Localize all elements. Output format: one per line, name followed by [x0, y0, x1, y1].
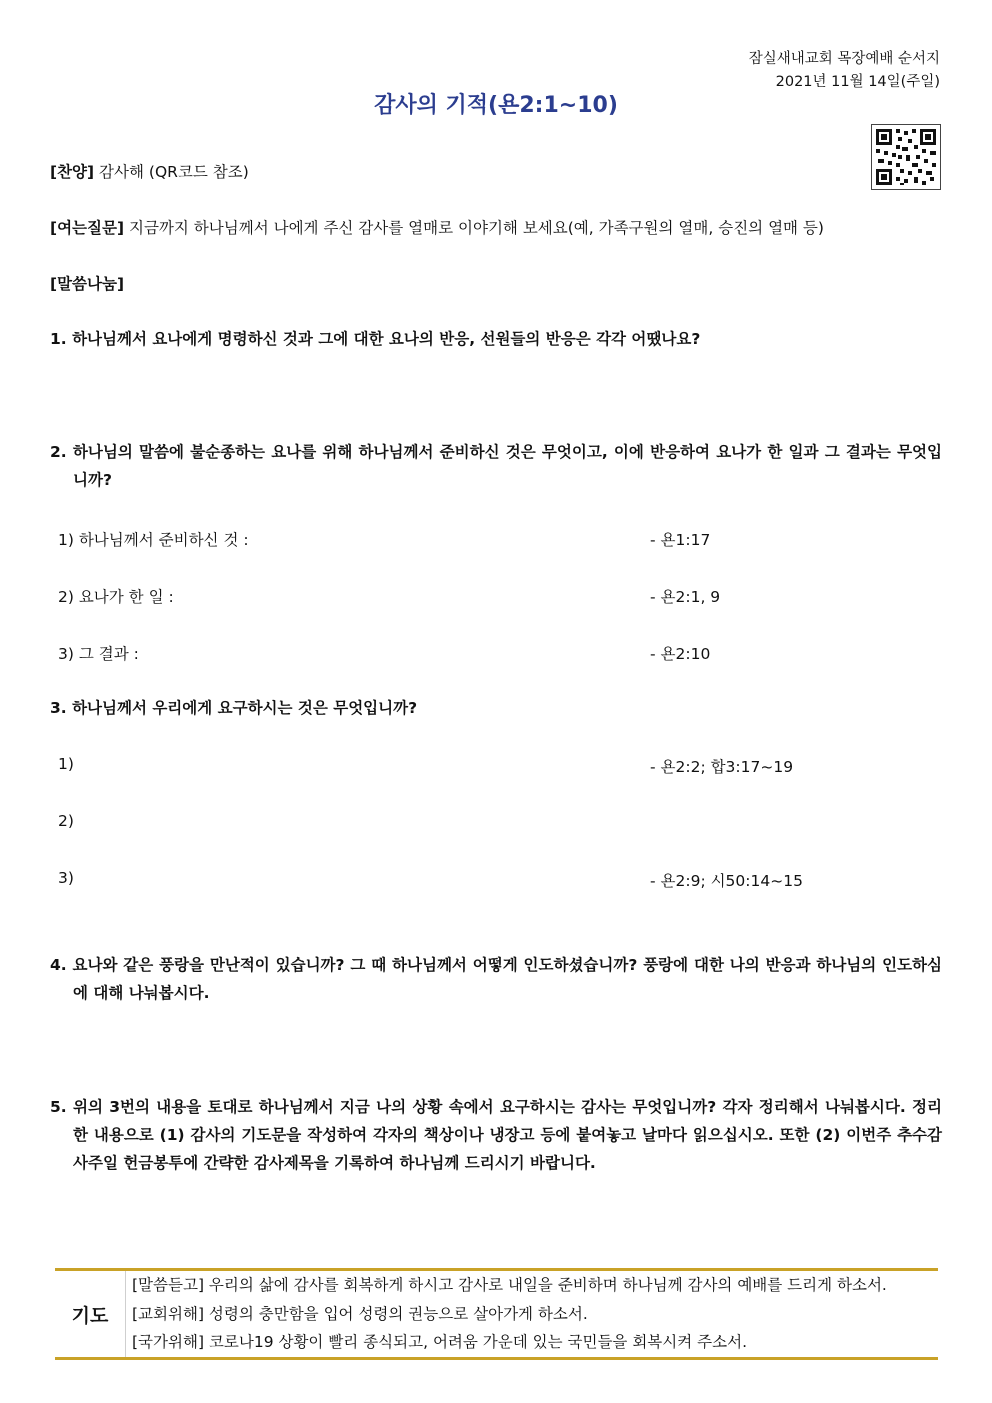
praise-text: 감사해 (QR코드 참조): [94, 163, 249, 181]
q3-item-1: 1): [58, 755, 74, 773]
q3-item-3: 3): [58, 869, 74, 887]
q2-item-1: 1) 하나님께서 준비하신 것 :: [58, 531, 249, 549]
opening-label: [여는질문]: [50, 219, 125, 237]
q2-item-1-ref: - 욘1:17: [650, 531, 711, 549]
question-1: 1. 하나님께서 요나에게 명령하신 것과 그에 대한 요나의 반응, 선원들의 반응은 각각 어땠나요?: [50, 330, 701, 348]
sharing-label: [말씀나눔]: [50, 275, 125, 293]
praise-section: [50, 160, 249, 182]
q2-item-3: 3) 그 결과 :: [58, 645, 139, 663]
praise-label: [찬양]: [50, 163, 95, 181]
q3-item-2: 2): [58, 812, 74, 830]
prayer-line-church: [교회위해] 성령의 충만함을 입어 성령의 권능으로 살아가게 하소서.: [132, 1304, 588, 1323]
qr-code-icon[interactable]: [871, 124, 941, 190]
page-title: 감사의 기적(욘2:1~10): [374, 93, 618, 118]
prayer-label: 기도: [71, 1304, 109, 1327]
question-3: 3. 하나님께서 우리에게 요구하시는 것은 무엇입니까?: [50, 699, 418, 717]
q3-item-3-ref: - 욘2:9; 시50:14~15: [650, 872, 803, 890]
sharing-heading: [50, 272, 124, 294]
q3-item-1-ref: - 욘2:2; 합3:17~19: [650, 758, 794, 776]
opening-text: 지금까지 하나님께서 나에게 주신 감사를 열매로 이야기해 보세요(예, 가족구원의 열매, 승진의 열매 등): [124, 219, 824, 237]
prayer-line-word: [말씀듣고] 우리의 삶에 감사를 회복하게 하시고 감사로 내일을 준비하며 하나님께 감사의 예배를 드리게 하소서.: [132, 1276, 887, 1294]
prayer-line-nation: [국가위해] 코로나19 상황이 빨리 종식되고, 어려움 가운데 있는 국민들을 회복시켜 주소서.: [132, 1333, 747, 1351]
q2-item-2-ref: - 욘2:1, 9: [650, 588, 721, 606]
q2-item-3-ref: - 욘2:10: [650, 645, 711, 663]
opening-question: [50, 216, 824, 238]
question-2: 2. 하나님의 말씀에 불순종하는 요나를 위해 하나님께서 준비하신 것은 무엇이고, 이에 반응하여 요나가 한 일과 그 결과는 무엇입니까?: [50, 443, 942, 489]
question-5: 5. 위의 3번의 내용을 토대로 하나님께서 지금 나의 상황 속에서 요구하시는 감사는 무엇입니까? 각자 정리해서 나눠봅시다. 정리한 내용으로 (1) 감사의 기도문을 작성하여 각자의 책상이나 냉장고 등에 붙여놓고 날마다 읽으십시오. 또한 (2) 이번주 추수감사주일 헌금봉투에 간략한 감사제목을 기록하여 하나님께 드리시기 바랍니다.: [50, 1098, 942, 1172]
church-name: 잠실새내교회 목장예배 순서지: [748, 51, 940, 67]
service-date: 2021년 11월 14일(주일): [775, 74, 940, 90]
prayer-box: [55, 1268, 938, 1360]
prayer-lines: [125, 1271, 938, 1357]
question-4: 4. 요나와 같은 풍랑을 만난적이 있습니까? 그 때 하나님께서 어떻게 인도하셨습니까? 풍랑에 대한 나의 반응과 하나님의 인도하심에 대해 나눠봅시다.: [50, 956, 942, 1002]
q2-item-2: 2) 요나가 한 일 :: [58, 588, 174, 606]
